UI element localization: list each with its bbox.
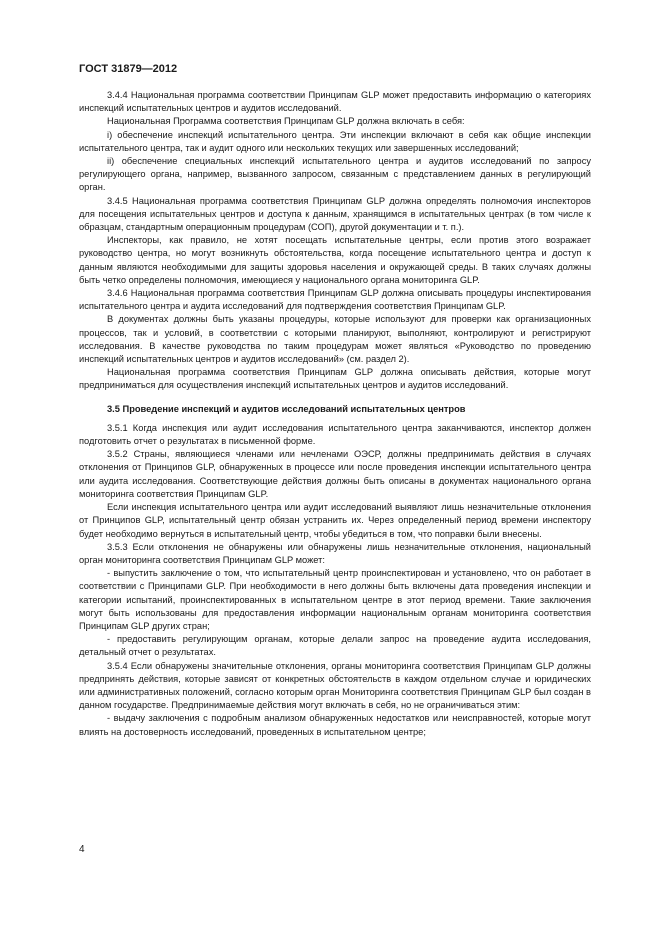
paragraph: 3.4.4 Национальная программа соответствии Принципам GLP может предоставить информацию о категориях инспекций испытательных центров и аудитов исследований. bbox=[79, 90, 591, 114]
paragraph: Если инспекция испытательного центра или аудит исследований выявляют лишь незначительные отклонения от Принципов GLP, испытательный центр обязан устранить их. Через определенный период времени инспектору будет необходимо вернуться в испытательный центр, чтобы убедиться в том, что поправки были внесены. bbox=[79, 502, 591, 539]
page-number: 4 bbox=[79, 844, 85, 855]
page-content bbox=[79, 89, 591, 739]
paragraph: 3.5.4 Если обнаружены значительные отклонения, органы мониторинга соответствия Принципам GLP должны предпринять действия, которые зависят от конкретных обстоятельств в каждом отдельном случае и юридических или административных положений, согласно которым орган Мониторинга соответствия Принципам GLP был создан в данном государстве. Предпринимаемые действия могут включать в себя, но не ограничиваться этим: bbox=[79, 660, 591, 711]
paragraph: В документах должны быть указаны процедуры, которые используют для проверки как организационных процессов, так и условий, в соответствии с которыми планируют, выполняют, контролируют и регистрируют исследования. В качестве руководства по таким процедурам может являться «Руководство по проведению инспекций испытательных центров и аудитов исследований» (см. раздел 2). bbox=[79, 314, 591, 365]
paragraph: ii) обеспечение специальных инспекций испытательного центра и аудитов исследований по запросу регулирующего органа, например, вызванного запросом, связанным с представлением данных в регулирующий орган. bbox=[79, 156, 591, 193]
list-item: - выдачу заключения с подробным анализом обнаруженных недостатков или неисправностей, которые могут влиять на достоверность исследований, проведенных в испытательном центре; bbox=[79, 713, 591, 737]
paragraph: 3.4.5 Национальная программа соответствия Принципам GLP должна определять полномочия инспекторов для посещения испытательных центров и доступа к данным, хранящимся в испытательных центрах (в том числе к образцам, стандартным операционным процедурам (СОП), другой документации и т. п.). bbox=[79, 195, 591, 233]
section-heading: 3.5 Проведение инспекций и аудитов исследований испытательных центров bbox=[107, 403, 466, 414]
document-header: ГОСТ 31879—2012 bbox=[79, 63, 178, 75]
paragraph: 3.5.3 Если отклонения не обнаружены или обнаружены лишь незначительные отклонения, национальный орган мониторинга соответствия Принципам GLP может: bbox=[79, 541, 591, 565]
paragraph: Национальная программа соответствия Принципам GLP должна описывать действия, которые могут предприниматься для осуществления инспекций испытательных центров и аудитов исследований. bbox=[79, 367, 591, 391]
list-item: - выпустить заключение о том, что испытательный центр проинспектирован и установлено, что он работает в соответствии с Принципами GLP. При необходимости в него должны быть включены дата проведения инспекции и категории испытаний, проинспектированных в испытательном центре в этот период времени. Такие заключения могут быть использованы для предоставления информации национальным органам мониторинга соответствия Принципам GLP других стран; bbox=[79, 568, 591, 631]
paragraph: Инспекторы, как правило, не хотят посещать испытательные центры, если против этого возражает руководство центра, но могут возникнуть обстоятельства, когда посещение испытательного центра и доступ к данным являются необходимыми для защиты здоровья населения и окружающей среды. В таких случаях должны быть четко определены полномочия, имеющиеся у национального органа мониторинга GLP. bbox=[79, 235, 591, 285]
list-item: - предоставить регулирующим органам, которые делали запрос на проведение аудита исследования, детальный отчет о результатах. bbox=[79, 634, 591, 658]
paragraph: Национальная Программа соответствия Принципам GLP должна включать в себя: bbox=[107, 116, 465, 127]
paragraph: i) обеспечение инспекций испытательного центра. Эти инспекции включают в себя как общие инспекции испытательного центра, так и аудит одного или нескольких текущих или завершенных исследований; bbox=[79, 129, 591, 153]
paragraph: 3.5.2 Страны, являющиеся членами или нечленами ОЭСР, должны предпринимать действия в случаях отклонения от Принципов GLP, обнаруженных в процессе или после проведения инспекции испытательного центра или аудита исследования. Соответствующие действия должны быть описаны в документах национального органа мониторинга соответствия Принципам GLP. bbox=[79, 449, 591, 499]
paragraph: 3.4.6 Национальная программа соответствия Принципам GLP должна описывать процедуры инспектирования испытательного центра и аудита исследований для подтверждения соответствия Принципам GLP. bbox=[79, 288, 591, 312]
paragraph: 3.5.1 Когда инспекция или аудит исследования испытательного центра заканчиваются, инспектор должен подготовить отчет о результатах в письменной форме. bbox=[79, 422, 591, 447]
